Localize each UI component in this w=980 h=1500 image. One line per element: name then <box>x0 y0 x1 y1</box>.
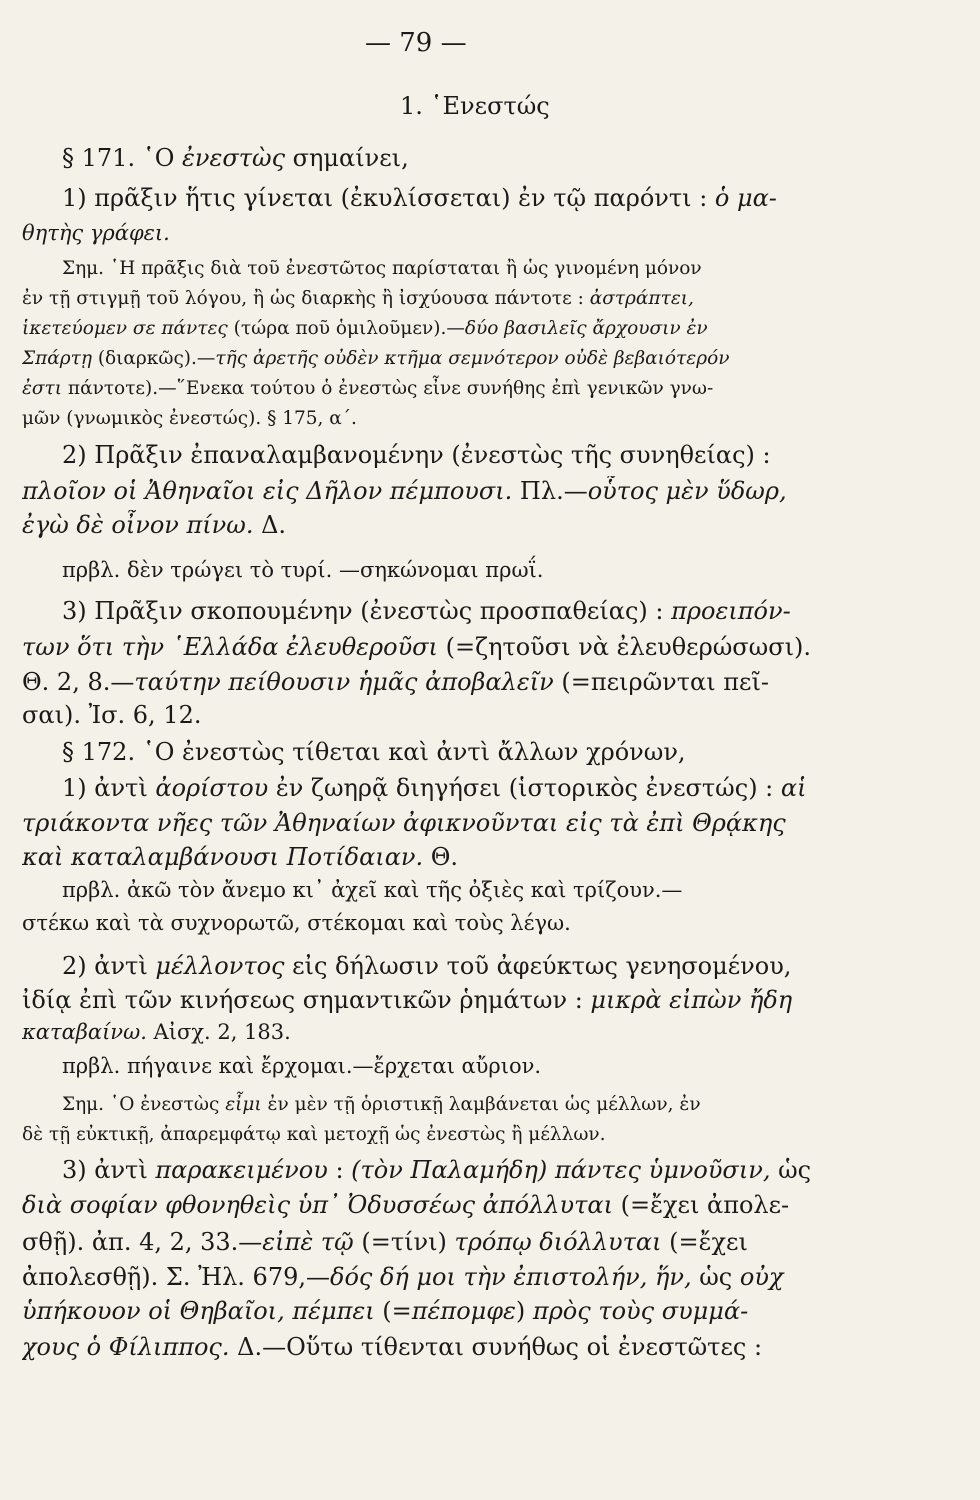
text-run: § 172. ῾Ο ἐνεστὼς τίθεται καὶ ἀντὶ ἄλλων χρόνων, <box>62 738 686 766</box>
text-line-22 <box>62 1155 812 1185</box>
text-line-18 <box>62 951 812 981</box>
text-line-27 <box>22 1332 812 1362</box>
text-run: Σημ. ῾Ο ἐνεστὼς <box>62 1094 226 1115</box>
italic-text-run: μέλλοντος <box>155 952 285 980</box>
text-line-25 <box>22 1262 812 1292</box>
text-run: στέκω καὶ τὰ συχνορωτῶ, στέκομαι καὶ τοὺς λέγω. <box>22 911 571 935</box>
text-run: (τώρα ποῦ ὁμιλοῦμεν).— <box>227 318 465 339</box>
text-run: Πλ.— <box>512 477 588 505</box>
text-run: μῶν (γνωμικὸς ἐνεστώς). § 175, α΄. <box>22 408 357 429</box>
text-line-16 <box>62 875 812 905</box>
text-run: Θ. 2, 8.— <box>22 668 135 696</box>
text-run: ὡς <box>770 1156 812 1184</box>
italic-text-run: παρακειμένου <box>155 1156 328 1184</box>
italic-text-run: οὗτος μὲν ὕδωρ, <box>587 477 787 505</box>
italic-text-run: ἐγὼ δὲ οἶνον πίνω. <box>22 511 254 539</box>
text-run: Δ.—Οὕτω τίθενται συνήθως οἱ ἐνεστῶτες : <box>229 1333 763 1361</box>
text-run: 1) πρᾶξιν ἥτις γίνεται (ἐκυλίσσεται) ἐν τῷ παρόντι : <box>62 184 715 212</box>
italic-text-run: ἱκετεύομεν σε πάντες <box>22 318 228 339</box>
text-line-8 <box>62 596 812 626</box>
note-line-6 <box>22 404 812 434</box>
text-line-7 <box>62 555 812 585</box>
italic-text-run: πλοῖον οἱ Ἀθηναῖοι εἰς Δῆλον πέμπουσι. <box>22 477 513 505</box>
text-run: πρβλ. πήγαινε καὶ ἔρχομαι.—ἔρχεται αὔριον. <box>62 1054 542 1078</box>
text-run: σαι). Ἰσ. 6, 12. <box>22 701 202 729</box>
italic-text-run: θητὴς γράφει. <box>22 221 170 245</box>
italic-text-run: ὁ μα- <box>714 184 777 212</box>
text-run: πρβλ. ἀκῶ τὸν ἄνεμο κι᾿ ἀχεῖ καὶ τῆς ὀξιὲς καὶ τρίζουν.— <box>62 878 683 902</box>
text-line-17 <box>22 908 812 938</box>
text-run: ἐν ζωηρᾷ διηγήσει (ἱστορικὸς ἐνεστώς) : <box>268 774 781 802</box>
text-run: (=ζητοῦσι νὰ ἐλευθερώσωσι). <box>437 633 812 661</box>
note-line-3 <box>22 314 812 344</box>
italic-text-run: οὐχ <box>739 1263 784 1291</box>
text-run: ἰδίᾳ ἐπὶ τῶν κινήσεως σημαντικῶν ῥημάτων : <box>22 986 591 1014</box>
italic-text-run: δύο βασιλεῖς ἄρχουσιν ἐν <box>464 318 708 339</box>
italic-text-run: προειπόν- <box>671 597 791 625</box>
italic-text-run: τριάκοντα νῆες τῶν Ἀθηναίων ἀφικνοῦνται εἰς τὰ ἐπὶ Θρᾴκης <box>22 809 786 837</box>
italic-text-run: δός δή μοι τὴν ἐπιστολήν, ἥν, <box>330 1263 692 1291</box>
text-run: (=τίνι) <box>353 1228 455 1256</box>
text-line-10 <box>22 667 812 697</box>
text-run: ) <box>515 1297 533 1325</box>
text-run: εἰς δήλωσιν τοῦ ἀφεύκτως γενησομένου, <box>284 952 792 980</box>
text-run: ἀπολεσθῇ). Σ. Ἠλ. 679,— <box>22 1263 330 1291</box>
text-line-9 <box>22 632 812 662</box>
text-line-24 <box>22 1227 812 1257</box>
text-run: πάντοτε).—῞Ενεκα τούτου ὁ ἐνεστὼς εἶνε συνήθης ἐπὶ γενικῶν γνω- <box>62 378 714 399</box>
text-run: § 171. ῾Ο <box>62 144 182 172</box>
text-run: Σημ. ῾Η πρᾶξις διὰ τοῦ ἐνεστῶτος παρίσταται ἢ ὡς γινομένη μόνον <box>62 258 702 279</box>
text-line-21 <box>62 1051 812 1081</box>
note2-line-1 <box>62 1090 812 1120</box>
text-line-5 <box>22 476 812 506</box>
italic-text-run: πρὸς τοὺς συμμά- <box>532 1297 749 1325</box>
text-run: ὡς <box>691 1263 740 1291</box>
text-line-6 <box>22 510 812 540</box>
italic-text-run: εἶμι <box>225 1094 262 1115</box>
text-line-19 <box>22 985 812 1015</box>
text-line-23 <box>22 1190 812 1220</box>
italic-text-run: Σπάρτῃ <box>22 348 92 369</box>
note-line-5 <box>22 374 812 404</box>
italic-text-run: ἀστράπτει, <box>589 288 694 309</box>
text-line-14 <box>22 808 812 838</box>
italic-text-run: ὑπήκουον οἱ Θηβαῖοι, πέμπει <box>22 1297 375 1325</box>
note-line-1 <box>62 254 812 284</box>
italic-text-run: καταβαίνω. <box>22 1020 147 1044</box>
text-run: : <box>327 1156 352 1184</box>
text-run: (= <box>374 1297 412 1325</box>
italic-text-run: πέπομφε <box>411 1297 516 1325</box>
text-run: (=πειρῶνται πεῖ- <box>553 668 769 696</box>
text-run: (=ἔχει ἀπολε- <box>612 1191 790 1219</box>
note2-line-2 <box>22 1120 812 1150</box>
text-run: δὲ τῇ εὐκτικῇ, ἀπαρεμφάτῳ καὶ μετοχῇ ὡς ἐνεστὼς ἢ μέλλων. <box>22 1124 606 1145</box>
italic-text-run: των ὅτι τὴν ῾Ελλάδα ἐλευθεροῦσι <box>22 633 438 661</box>
text-run: Θ. <box>423 843 459 871</box>
note-line-2 <box>22 284 812 314</box>
text-run: 1) ἀντὶ <box>62 774 156 802</box>
italic-text-run: χους ὁ Φίλιππος. <box>22 1333 230 1361</box>
text-line-13 <box>62 773 812 803</box>
italic-text-run: τῆς ἀρετῆς οὐδὲν κτῆμα σεμνότερον οὐδὲ βεβαιότερόν <box>215 348 730 369</box>
italic-text-run: ἐνεστὼς <box>182 144 286 172</box>
text-run: ἐν μὲν τῇ ὁριστικῇ λαμβάνεται ὡς μέλλων, ἐν <box>261 1094 701 1115</box>
text-run: 3) Πρᾶξιν σκοπουμένην (ἐνεστὼς προσπαθείας) : <box>62 597 672 625</box>
italic-text-run: αἱ <box>780 774 807 802</box>
italic-text-run: διὰ σοφίαν φθονηθεὶς ὑπ᾿ Ὀδυσσέως ἀπόλλυται <box>22 1191 613 1219</box>
italic-text-run: ταύτην πείθουσιν ἡμᾶς ἀποβαλεῖν <box>134 668 554 696</box>
italic-text-run: ἀορίστου <box>155 774 269 802</box>
text-run: 3) ἀντὶ <box>62 1156 156 1184</box>
text-run: πρβλ. δὲν τρώγει τὸ τυρί. —σηκώνομαι πρωΐ. <box>62 558 544 582</box>
text-line-15 <box>22 842 812 872</box>
text-line-1 <box>62 143 812 173</box>
text-run: ἐν τῇ στιγμῇ τοῦ λόγου, ἢ ὡς διαρκὴς ἢ ἰσχύουσα πάντοτε : <box>22 288 590 309</box>
italic-text-run: τρόπῳ διόλλυται <box>454 1228 662 1256</box>
text-run: Δ. <box>253 511 287 539</box>
text-line-20 <box>22 1017 812 1047</box>
text-line-2 <box>62 183 812 213</box>
note-line-4 <box>22 344 812 374</box>
text-run: σημαίνει, <box>285 144 409 172</box>
text-line-12 <box>62 737 812 767</box>
section-heading: 1. ῾Ενεστώς <box>400 92 550 120</box>
text-run: 2) ἀντὶ <box>62 952 156 980</box>
italic-text-run: μικρὰ εἰπὼν ἤδη <box>590 986 793 1014</box>
italic-text-run: (τὸν Παλαμήδη) πάντες ὑμνοῦσιν, <box>351 1156 771 1184</box>
italic-text-run: εἰπὲ τῷ <box>262 1228 354 1256</box>
page-number: — 79 — <box>365 28 467 58</box>
text-line-4 <box>62 440 812 470</box>
text-line-3 <box>22 218 812 248</box>
text-run: (=ἔχει <box>661 1228 748 1256</box>
text-run: 2) Πρᾶξιν ἐπαναλαμβανομένην (ἐνεστὼς τῆς συνηθείας) : <box>62 441 771 469</box>
italic-text-run: ἐστι <box>22 378 63 399</box>
text-run: σθῇ). ἀπ. 4, 2, 33.— <box>22 1228 263 1256</box>
text-run: (διαρκῶς).— <box>91 348 216 369</box>
text-run: Αἰσχ. 2, 183. <box>146 1020 291 1044</box>
text-line-26 <box>22 1296 812 1326</box>
text-line-11 <box>22 700 812 730</box>
italic-text-run: καὶ καταλαμβάνουσι Ποτίδαιαν. <box>22 843 424 871</box>
